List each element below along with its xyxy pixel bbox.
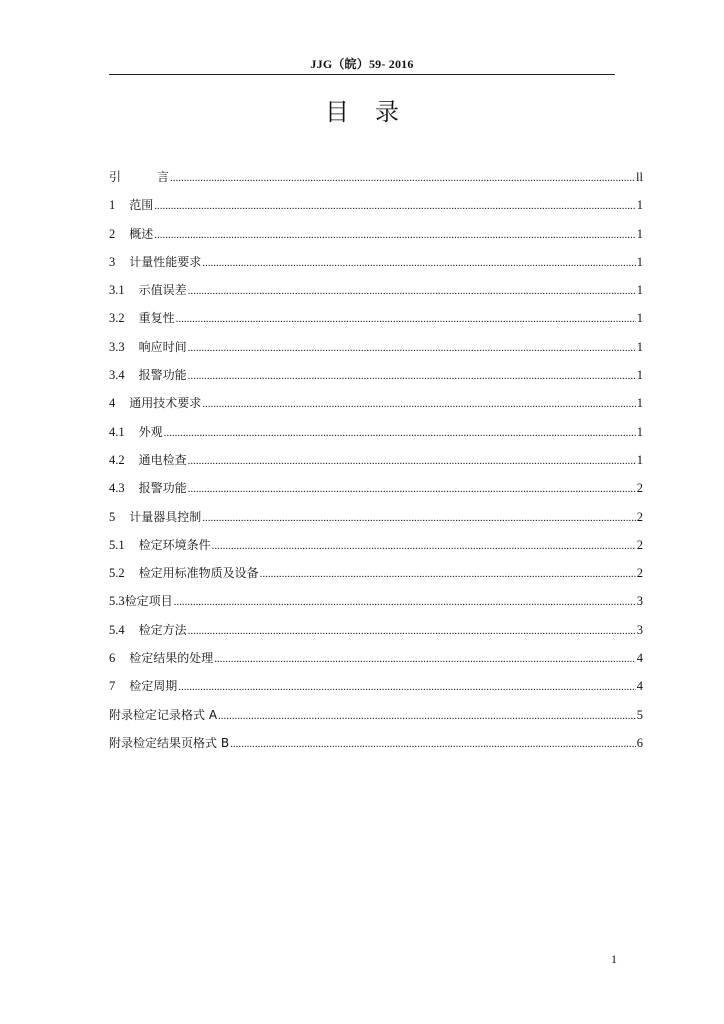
toc-entry-number: 3.3 [109,339,125,354]
toc-entry-page: 2 [636,481,643,496]
toc-entry-label: 附录检定记录格式 A [109,707,218,722]
toc-leader-dots [188,342,636,354]
toc-entry-label: 范围 [129,198,154,213]
toc-leader-dots [164,427,636,439]
toc-entry[interactable] [109,621,643,649]
toc-entry-number: 5.4 [109,622,125,637]
toc-entry-label: 检定方法 [138,622,187,637]
toc-entry-page: 6 [636,735,643,750]
toc-entry[interactable] [109,366,643,394]
toc-entry-label: 概述 [129,226,154,241]
toc-entry[interactable] [109,394,643,422]
toc-entry-page: 3 [636,594,643,609]
toc-leader-dots [176,313,636,325]
toc-entry[interactable] [109,225,643,253]
toc-entry-label: 检定环境条件 [138,537,211,552]
toc-leader-dots [188,455,636,467]
toc-entry-page: 2 [636,566,643,581]
toc-entry[interactable] [109,479,643,507]
toc-entry-number: 6 [109,651,116,666]
toc-entry-page: 2 [636,537,643,552]
toc-entry-page: 5 [636,707,643,722]
toc-entry-page: 1 [636,254,643,269]
toc-entry[interactable] [109,281,643,309]
toc-entry[interactable] [109,508,643,536]
toc-entry-number: 4.2 [109,452,125,467]
toc-leader-dots [260,568,636,580]
toc-entry-number: 3.2 [109,311,125,326]
toc-entry[interactable] [109,253,643,281]
toc-entry[interactable] [109,423,643,451]
toc-entry-page: 2 [636,509,643,524]
toc-entry-label: 报警功能 [138,481,187,496]
toc-entry-number: 3.4 [109,368,125,383]
toc-leader-dots [178,681,635,693]
toc-entry-page: 1 [636,226,643,241]
toc-entry-label: 检定结果的处理 [129,651,214,666]
toc-entry[interactable] [109,564,643,592]
toc-leader-dots [154,229,635,241]
toc-entry-number: 5.1 [109,537,125,552]
toc-entry-label: 检定周期 [129,679,178,694]
toc-leader-dots [188,285,636,297]
toc-entry[interactable] [109,451,643,479]
toc-entry-label: 通用技术要求 [129,396,202,411]
toc-leader-dots [154,200,635,212]
toc-entry[interactable] [109,734,643,762]
toc-leader-dots [212,540,636,552]
toc-entry-number: 7 [109,679,116,694]
toc-entry-label: 重复性 [138,311,175,326]
toc-entry-number: 5 [109,509,116,524]
toc-entry-page: 4 [636,679,643,694]
toc-entry-number: 4 [109,396,116,411]
toc-entry[interactable] [109,309,643,337]
table-of-contents [109,168,643,762]
toc-entry-label: 通电检查 [138,452,187,467]
toc-entry-label: 检定用标准物质及设备 [138,566,259,581]
toc-entry-page: 1 [636,396,643,411]
toc-entry-label: 检定项目 [124,594,173,609]
toc-entry[interactable] [109,168,643,196]
header-divider [109,74,615,75]
toc-entry-label: 言 [157,170,170,184]
toc-entry-number: 4.3 [109,481,125,496]
toc-entry-label: 报警功能 [138,368,187,383]
running-header: JJG（皖）59- 2016 [310,57,414,71]
toc-entry-number: 5.3 [109,594,125,609]
toc-entry[interactable] [109,649,643,677]
toc-leader-dots [188,483,636,495]
toc-leader-dots [202,398,635,410]
toc-leader-dots [218,710,636,722]
toc-entry[interactable] [109,677,643,705]
toc-leader-dots [174,596,636,608]
toc-entry-page: 1 [636,283,643,298]
toc-entry-label: 附录检定结果页格式 B [109,735,230,750]
toc-entry-label: 响应时间 [138,339,187,354]
toc-entry-page: 1 [636,368,643,383]
toc-entry-label: 计量性能要求 [129,254,202,269]
toc-entry[interactable] [109,706,643,734]
toc-entry-number: 1 [109,198,116,213]
toc-leader-dots [188,625,636,637]
toc-entry-label: 计量器具控制 [129,509,202,524]
toc-entry[interactable] [109,196,643,224]
toc-entry-page: ll [636,170,643,184]
toc-entry-number: 2 [109,226,116,241]
toc-entry[interactable] [109,592,643,620]
toc-entry-number: 3.1 [109,283,125,298]
toc-entry-page: 3 [636,622,643,637]
toc-leader-dots [230,738,636,750]
toc-entry-page: 1 [636,424,643,439]
toc-entry-page: 4 [636,651,643,666]
toc-leader-dots [202,257,635,269]
toc-entry-label: 外观 [138,424,163,439]
toc-leader-dots [202,512,635,524]
page-number: 1 [611,952,617,966]
toc-leader-dots [170,172,635,184]
toc-entry-number: 4.1 [109,424,125,439]
toc-entry-page: 1 [636,452,643,467]
toc-entry-number: 引 [109,170,122,184]
toc-entry-page: 1 [636,198,643,213]
toc-entry[interactable] [109,338,643,366]
toc-entry-page: 1 [636,339,643,354]
toc-entry-page: 1 [636,311,643,326]
toc-entry[interactable] [109,536,643,564]
page-title: 目录 [325,98,425,126]
toc-entry-number: 5.2 [109,566,125,581]
toc-entry-number: 3 [109,254,116,269]
toc-leader-dots [188,370,636,382]
toc-entry-label: 示值误差 [138,283,187,298]
toc-leader-dots [214,653,635,665]
